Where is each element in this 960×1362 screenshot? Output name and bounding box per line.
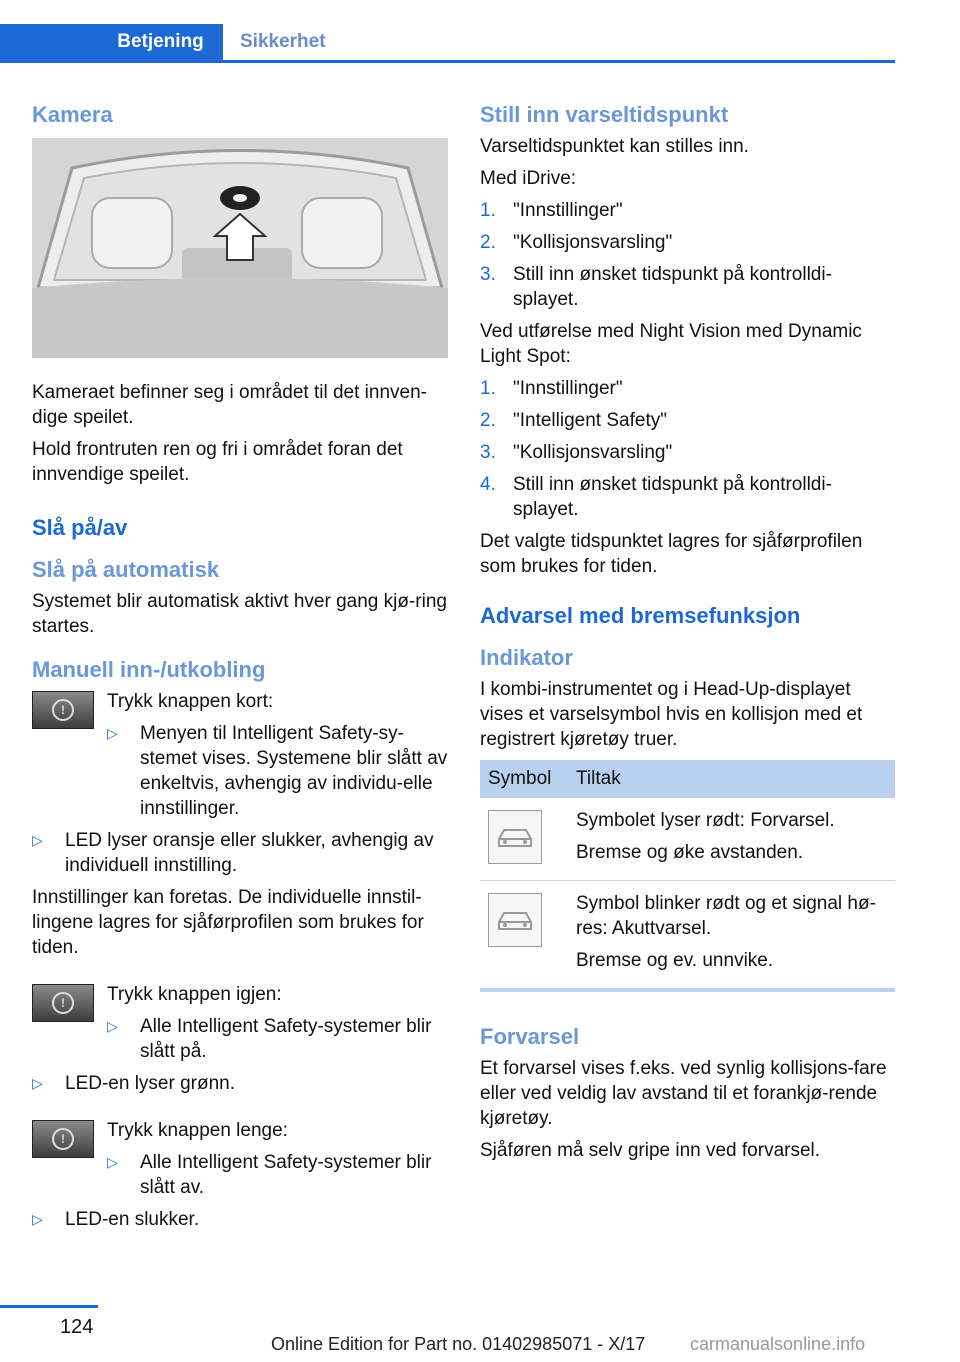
table-header-tiltak: Tiltak	[568, 760, 895, 798]
forvarsel-heading: Forvarsel	[480, 1024, 580, 1049]
safety-button-icon: !	[32, 1120, 94, 1158]
triangle-bullet-icon: ▷	[107, 1018, 118, 1034]
list-item: ▷ Alle Intelligent Safety-systemer blir slått på.	[107, 1016, 432, 1062]
forvarsel-text-2: Sjåføren må selv gripe inn ved forvarsel.	[480, 1140, 821, 1161]
slaa-heading: Slå på/av	[32, 515, 128, 540]
settings-text: Innstillinger kan foretas. De individuelle innstil-lingene lagres for sjåførprofilen som brukes for tiden.	[32, 887, 424, 958]
windshield-illustration	[32, 138, 448, 358]
list-item: 1. "Innstillinger"	[480, 378, 623, 399]
watermark: carmanualsonline.info	[690, 1334, 866, 1354]
saved-text: Det valgte tidspunktet lagres for sjåførprofilen som brukes for tiden.	[480, 531, 863, 577]
brems-heading: Advarsel med bremsefunksjon	[480, 603, 801, 628]
short-press-block	[32, 689, 448, 821]
short-press-text: Trykk knappen kort:	[107, 691, 274, 712]
tab-sikkerhet[interactable]: Sikkerhet	[240, 31, 326, 52]
night-vision-text: Ved utførelse med Night Vision med Dynamic Light Spot:	[480, 321, 862, 367]
kamera-heading: Kamera	[32, 102, 113, 127]
page-number: 124	[60, 1316, 94, 1338]
safety-button-icon: !	[32, 691, 94, 729]
again-press-text: Trykk knappen igjen:	[107, 984, 282, 1005]
list-item: ▷ LED lyser oransje eller slukker, avhengig av individuell innstilling.	[32, 830, 434, 876]
triangle-bullet-icon: ▷	[107, 725, 118, 741]
triangle-bullet-icon: ▷	[32, 832, 43, 848]
list-item: ▷ Alle Intelligent Safety-systemer blir slått av.	[107, 1152, 432, 1198]
list-item: ▷ Menyen til Intelligent Safety-sy-stemet vises. Systemene blir slått av enkeltvis, avhengig av individu-elle innstillinger.	[107, 723, 448, 819]
forvarsel-text-1: Et forvarsel vises f.eks. ved synlig kollisjons-fare eller ved veldig lav avstand til et forankjø-rende kjøretøy.	[480, 1058, 887, 1129]
footer-line	[0, 1305, 98, 1308]
still-text-1: Varseltidspunktet kan stilles inn.	[480, 136, 749, 157]
idrive-steps	[480, 198, 895, 312]
long-press-text: Trykk knappen lenge:	[107, 1120, 288, 1141]
long-press-block	[32, 1118, 448, 1200]
still-text-2: Med iDrive:	[480, 168, 577, 189]
table-row: Symbolet lyser rødt: Forvarsel. Bremse og øke avstanden.	[480, 798, 895, 881]
table-row: Symbol blinker rødt og et signal hø-res: Akuttvarsel. Bremse og ev. unnvike.	[480, 881, 895, 991]
auto-heading: Slå på automatisk	[32, 557, 220, 582]
again-press-block	[32, 982, 448, 1064]
list-item: 3. "Kollisjonsvarsling"	[480, 442, 673, 463]
triangle-bullet-icon: ▷	[32, 1211, 43, 1227]
auto-text: Systemet blir automatisk aktivt hver gang kjø-ring startes.	[32, 591, 447, 637]
list-item: 4. Still inn ønsket tidspunkt på kontrolldi-splayet.	[480, 474, 832, 520]
list-item: ▷ LED-en slukker.	[32, 1209, 200, 1230]
car-warning-icon	[488, 810, 542, 864]
indikator-text: I kombi-instrumentet og i Head-Up-displayet vises et varselsymbol hvis en kollisjon med et registrert kjøretøy truer.	[480, 679, 863, 750]
tab-betjening[interactable]: Betjening	[0, 24, 223, 60]
kamera-text-2: Hold frontruten ren og fri i området foran det innvendige speilet.	[32, 439, 403, 485]
triangle-bullet-icon: ▷	[107, 1154, 118, 1170]
table-header-symbol: Symbol	[480, 760, 568, 798]
car-warning-icon	[488, 893, 542, 947]
triangle-bullet-icon: ▷	[32, 1075, 43, 1091]
symbol-table	[480, 760, 895, 992]
list-item: ▷ LED-en lyser grønn.	[32, 1073, 236, 1094]
list-item: 2. "Intelligent Safety"	[480, 410, 667, 431]
safety-button-icon: !	[32, 984, 94, 1022]
left-column	[32, 100, 448, 1239]
list-item: 1. "Innstillinger"	[480, 200, 623, 221]
night-vision-steps	[480, 376, 895, 522]
right-column	[480, 100, 895, 1170]
camera-photo	[32, 138, 448, 358]
tab-bar	[0, 24, 895, 63]
indikator-heading: Indikator	[480, 645, 573, 670]
still-heading: Still inn varseltidspunkt	[480, 102, 729, 127]
list-item: 3. Still inn ønsket tidspunkt på kontrolldi-splayet.	[480, 264, 832, 310]
list-item: 2. "Kollisjonsvarsling"	[480, 232, 673, 253]
kamera-text-1: Kameraet befinner seg i området til det innven-dige speilet.	[32, 382, 427, 428]
edition-text: Online Edition for Part no. 01402985071 - X/17	[271, 1334, 646, 1354]
manuell-heading: Manuell inn-/utkobling	[32, 657, 266, 682]
